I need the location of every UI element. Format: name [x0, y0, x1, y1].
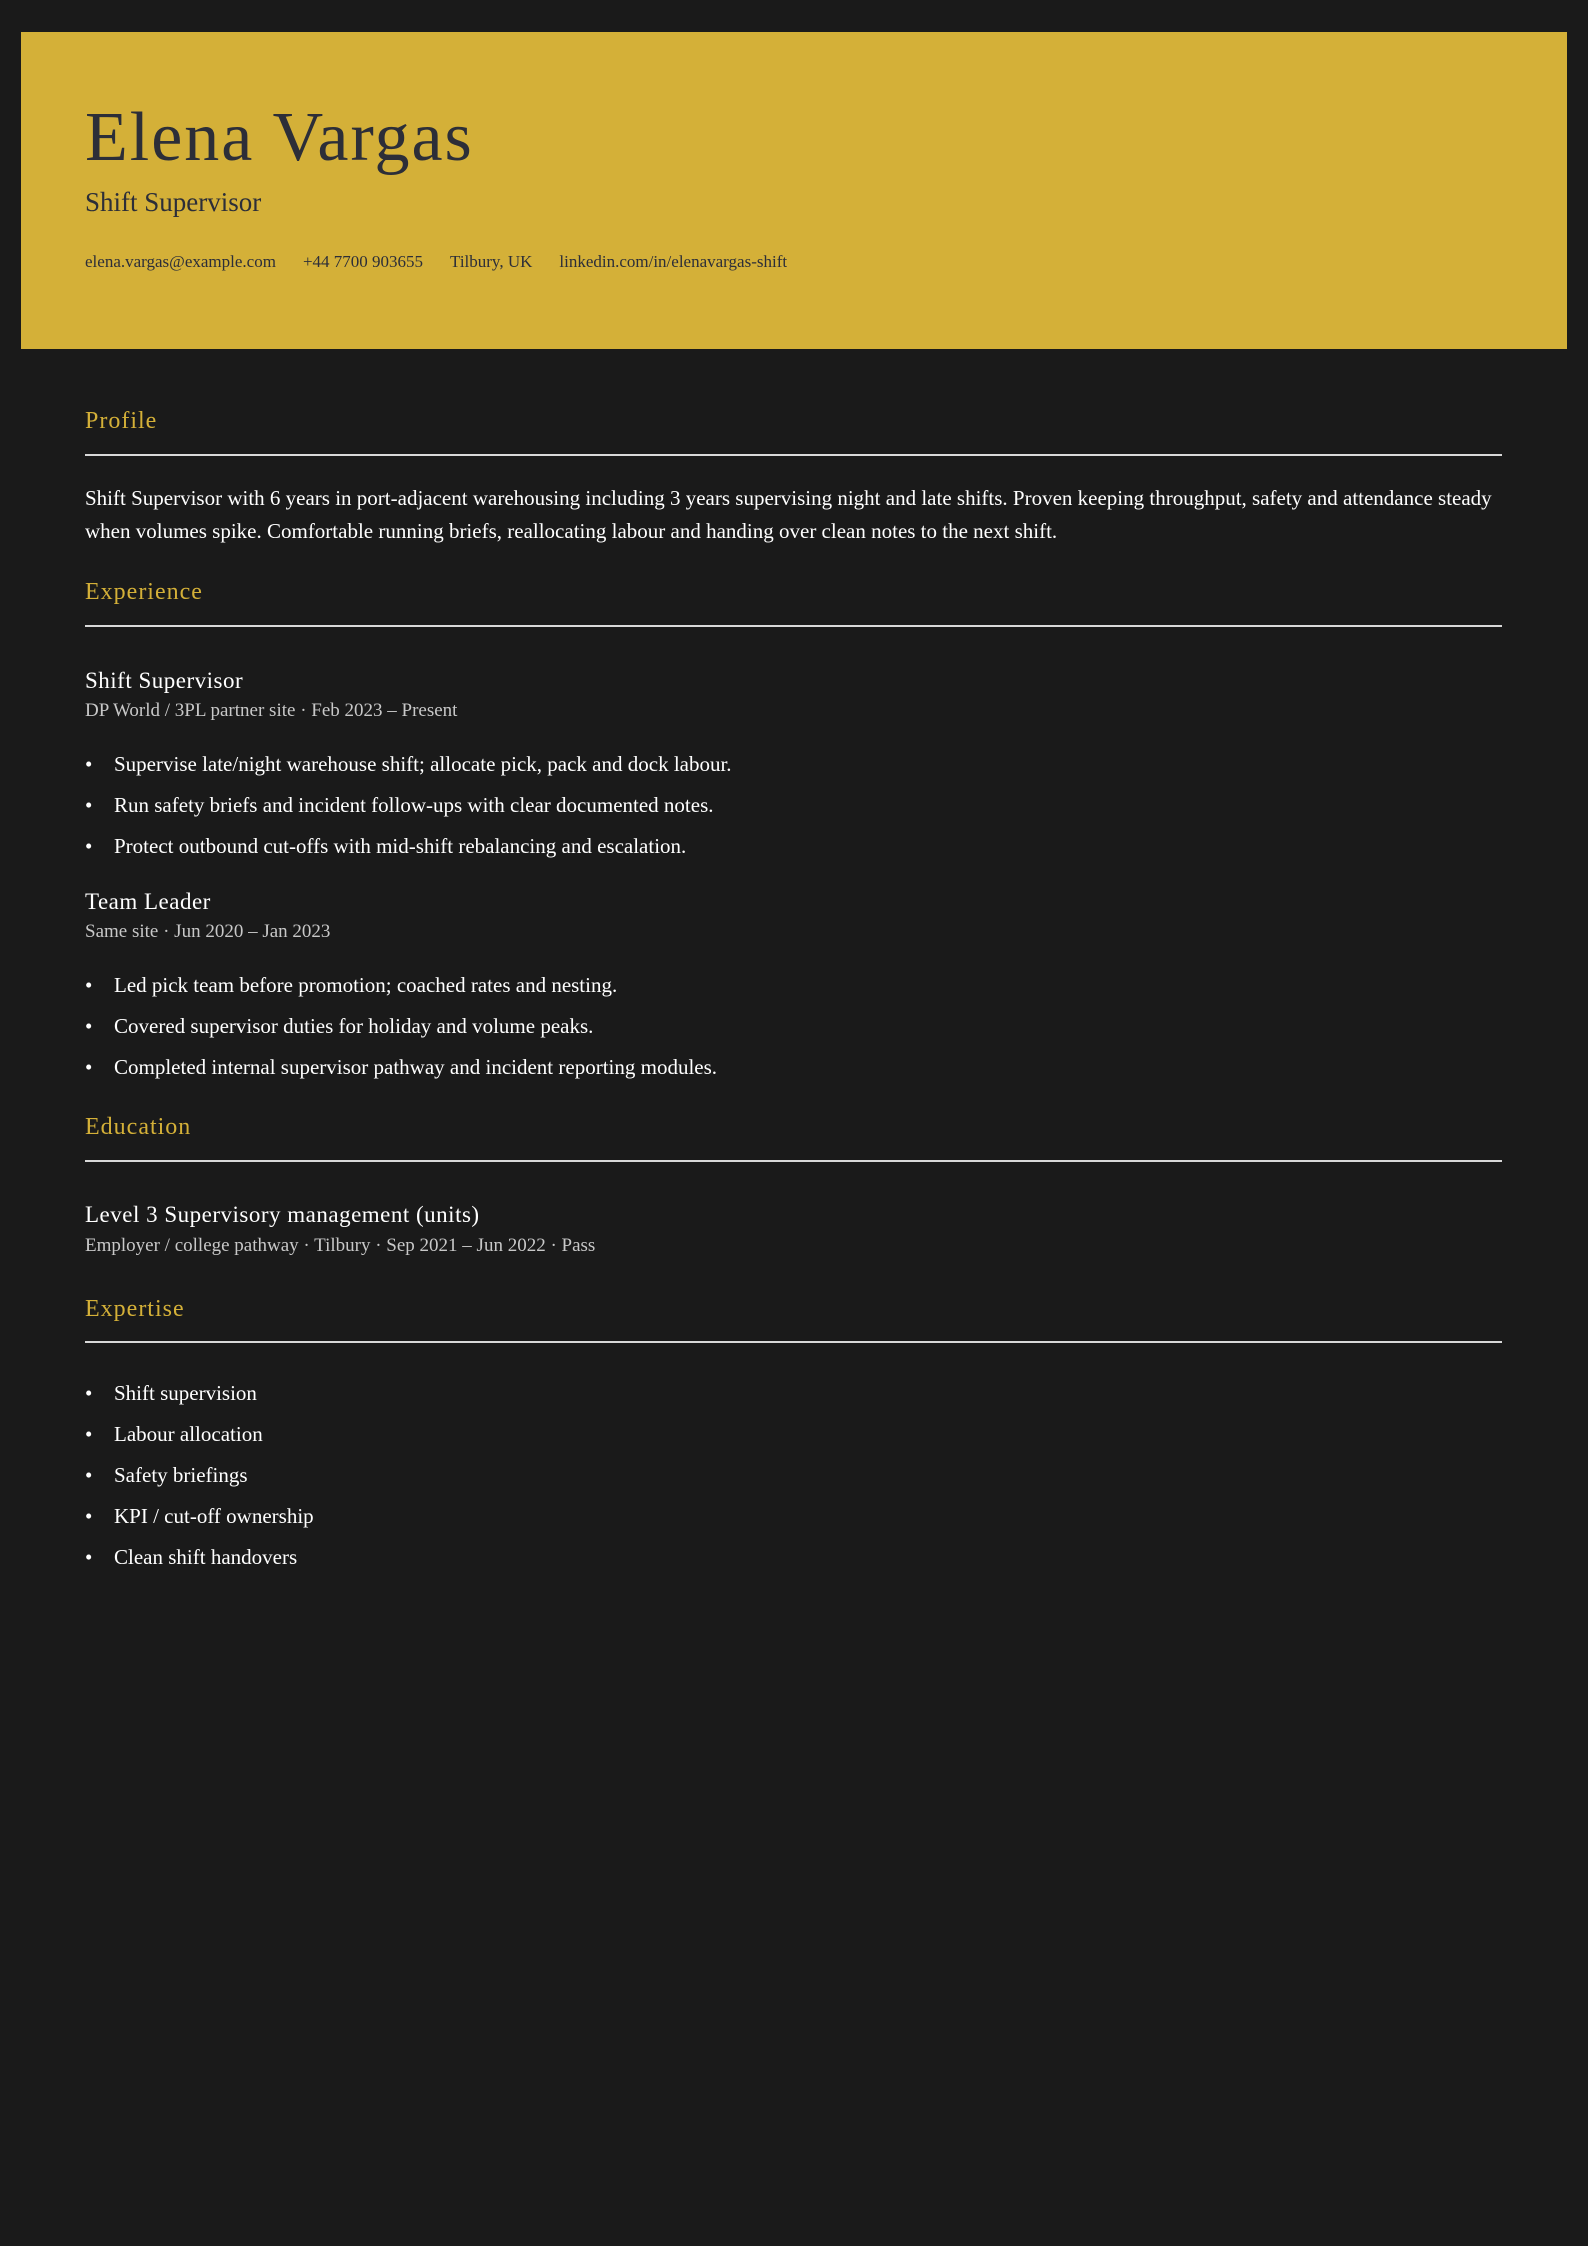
education-title: Level 3 Supervisory management (units) — [85, 1202, 480, 1227]
expertise-list — [85, 1373, 314, 1578]
job-title: Team Leader — [85, 889, 211, 914]
list-item: • Led pick team before promotion; coached rates and nesting. — [85, 965, 717, 1006]
education-meta: Employer / college pathway · Tilbury · Sep 2021 – Jun 2022 · Pass — [85, 1235, 596, 1256]
list-item: • Protect outbound cut-offs with mid-shift rebalancing and escalation. — [85, 826, 732, 867]
job-meta: Same site · Jun 2020 – Jan 2023 — [85, 921, 331, 942]
section-title-experience: Experience — [85, 579, 203, 605]
section-divider — [85, 1341, 1502, 1343]
list-item: • Completed internal supervisor pathway and incident reporting modules. — [85, 1047, 717, 1088]
section-title-expertise: Expertise — [85, 1296, 185, 1322]
contact-phone: +44 7700 903655 — [302, 252, 424, 271]
section-title-profile: Profile — [85, 408, 158, 434]
list-item: • Safety briefings — [85, 1455, 314, 1496]
resume-header — [21, 32, 1567, 349]
contact-linkedin: linkedin.com/in/elenavargas-shift — [559, 252, 788, 271]
section-divider — [85, 1160, 1502, 1162]
list-item: • Labour allocation — [85, 1414, 314, 1455]
list-item: • Clean shift handovers — [85, 1537, 314, 1578]
section-divider — [85, 454, 1502, 456]
list-item: • Shift supervision — [85, 1373, 314, 1414]
job-title: Shift Supervisor — [85, 668, 244, 693]
contact-line — [85, 252, 787, 272]
job-bullets — [85, 744, 732, 867]
job-meta: DP World / 3PL partner site · Feb 2023 – Present — [85, 700, 458, 721]
section-title-education: Education — [85, 1114, 192, 1140]
candidate-role: Shift Supervisor — [85, 187, 262, 217]
profile-summary: Shift Supervisor with 6 years in port-adjacent warehousing including 3 years supervising night and late shifts. Proven keeping throughput, safety and attendance steady when volumes spike. Comfortable running briefs, reallocating labour and handing over clean notes to the next shift. — [85, 486, 1492, 543]
contact-location: Tilbury, UK — [450, 252, 533, 271]
list-item: • KPI / cut-off ownership — [85, 1496, 314, 1537]
section-divider — [85, 625, 1502, 627]
list-item: • Run safety briefs and incident follow-ups with clear documented notes. — [85, 785, 732, 826]
list-item: • Covered supervisor duties for holiday and volume peaks. — [85, 1006, 717, 1047]
candidate-name: Elena Vargas — [85, 99, 474, 176]
list-item: • Supervise late/night warehouse shift; allocate pick, pack and dock labour. — [85, 744, 732, 785]
job-bullets — [85, 965, 717, 1088]
contact-email: elena.vargas@example.com — [85, 252, 276, 271]
